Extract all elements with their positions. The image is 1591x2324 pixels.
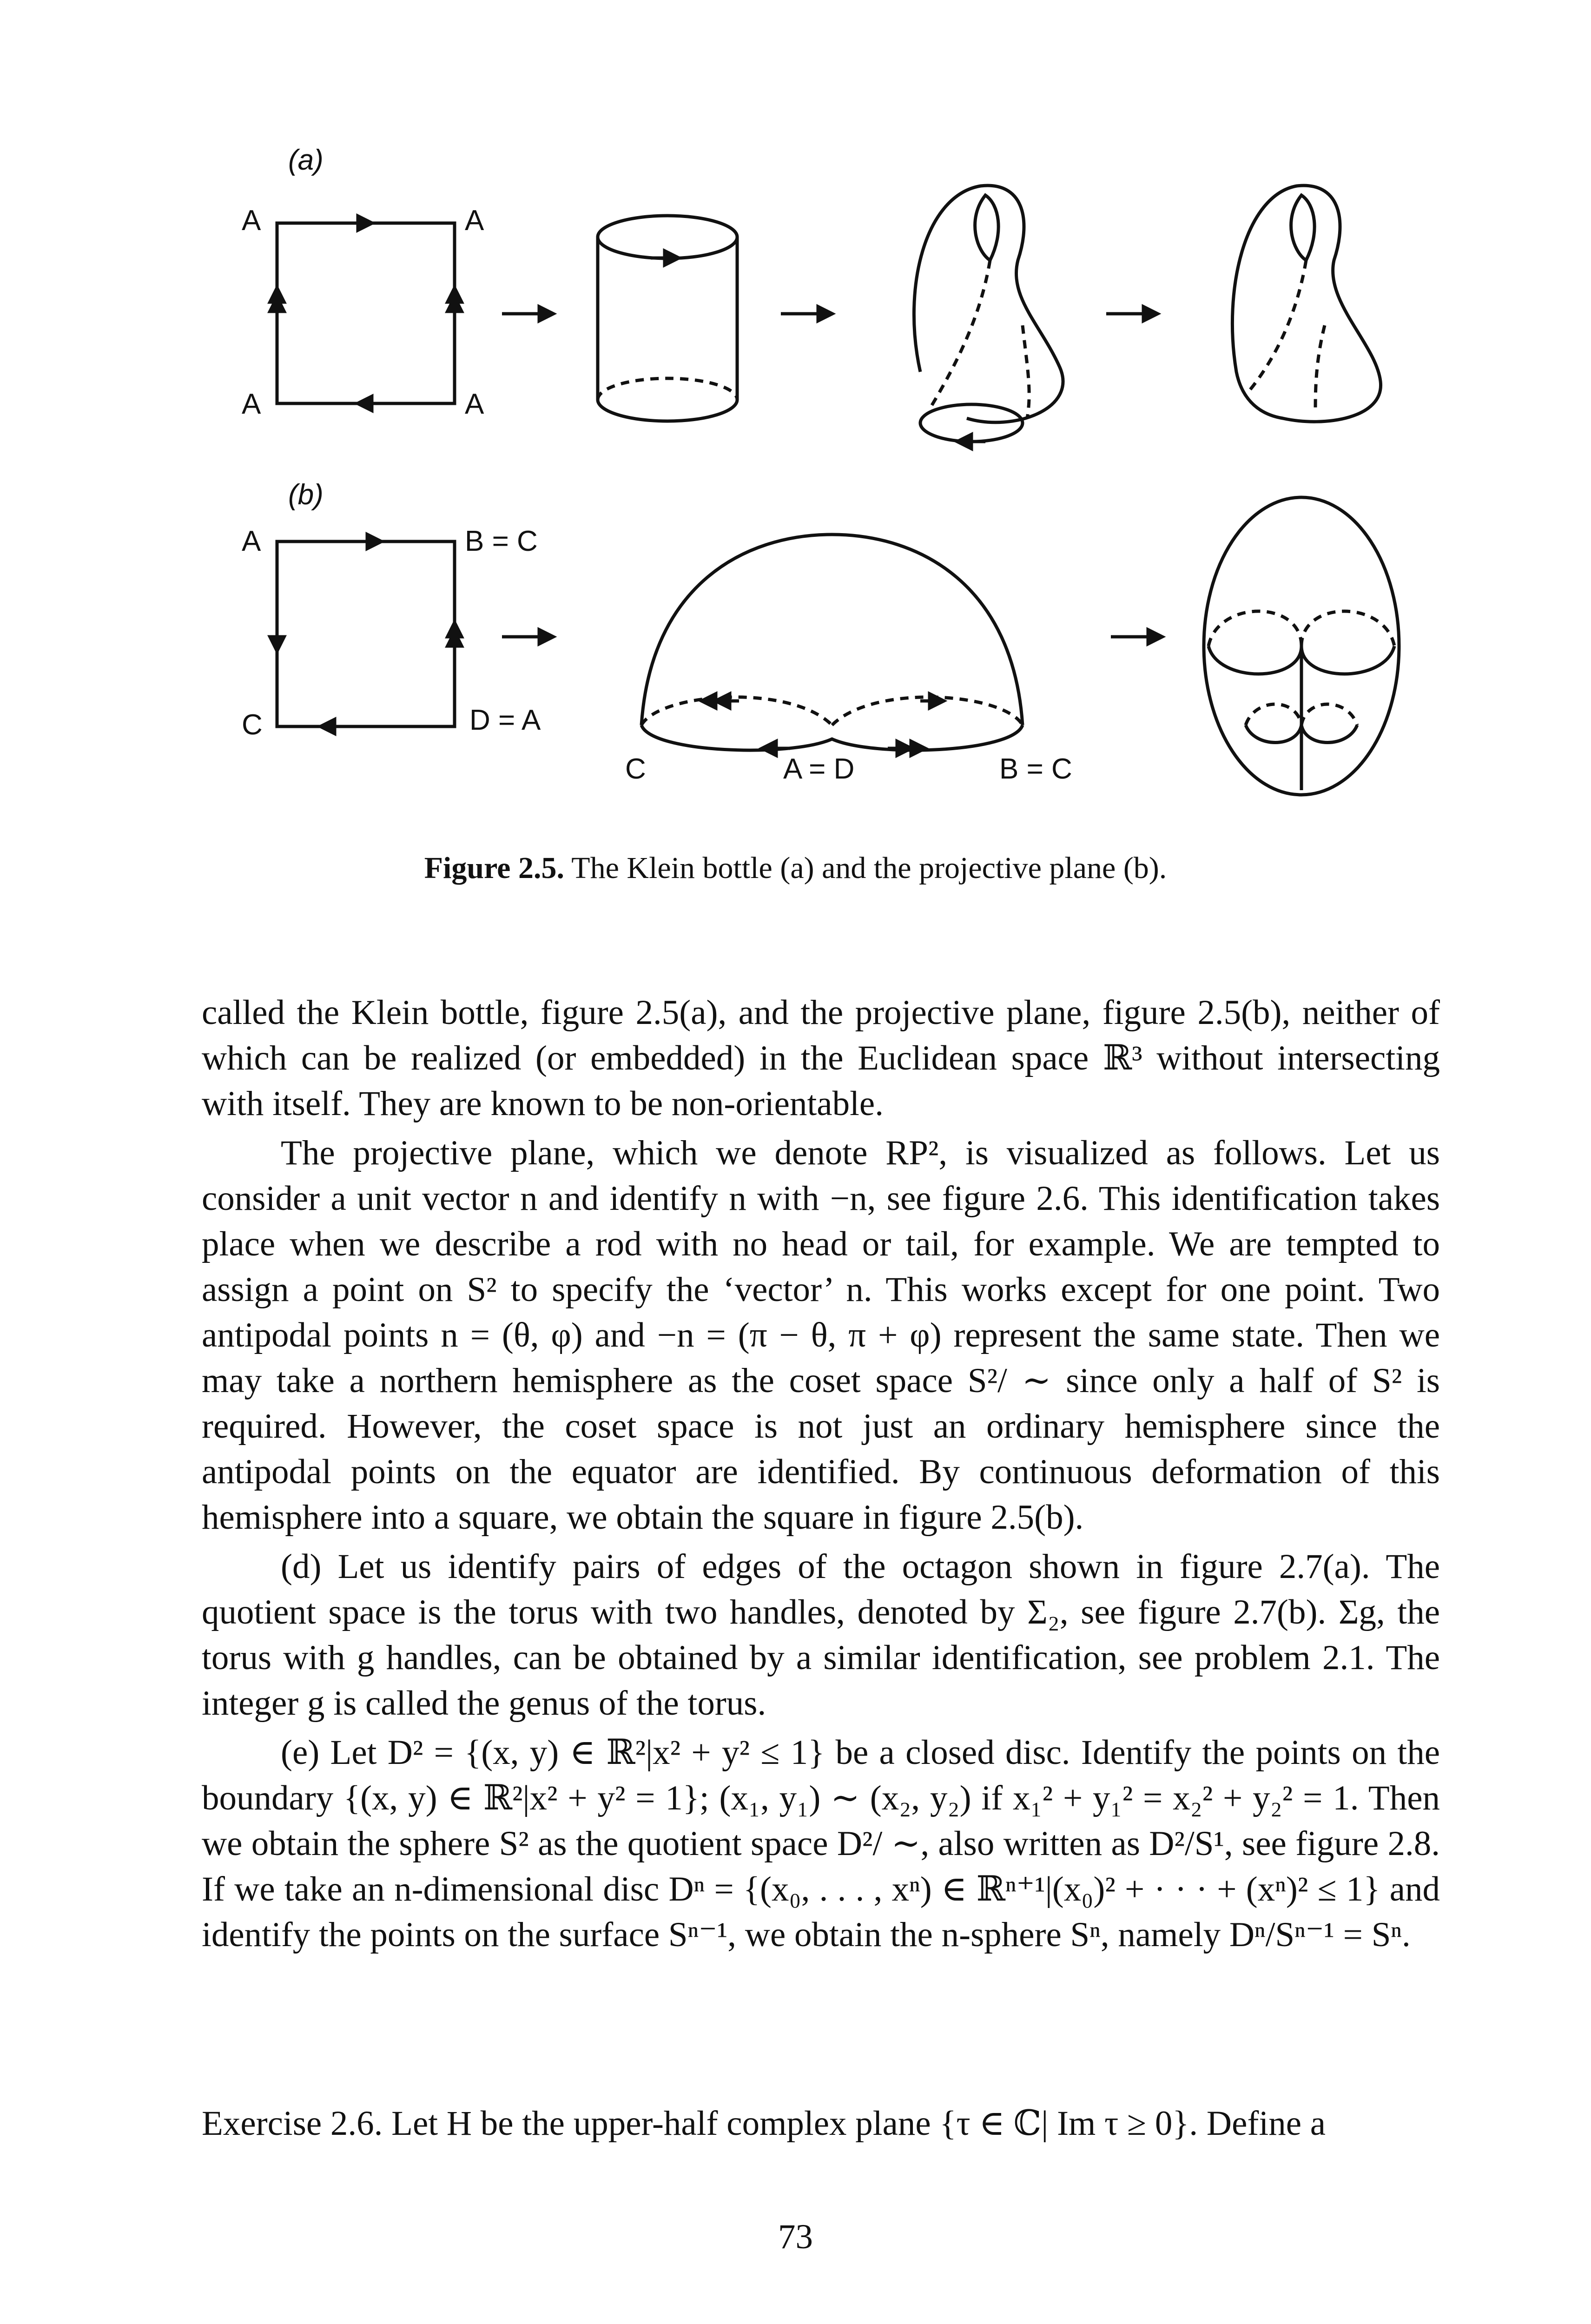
a-label-tl: A <box>242 205 261 237</box>
paragraph-4: (e) Let D² = {(x, y) ∈ ℝ²|x² + y² ≤ 1} be a closed disc. Identify the points on the boundary {(x, y) ∈ ℝ²|x² + y² = 1}; (x₁, y₁) ∼ (x₂, y₂) if x₁² + y₁² = x₂² + y₂² = 1. Then we obtain the sphere S² as the quotient space D²/ ∼, also written as D²/S¹, see figure 2.8. If we take an n-dimensional disc Dⁿ = {(x₀, . . . , xⁿ) ∈ ℝⁿ⁺¹|(x₀)² + · · · + (xⁿ)² ≤ 1} and identify the points on the surface Sⁿ⁻¹, we obtain the n-sphere Sⁿ, namely Dⁿ/Sⁿ⁻¹ = Sⁿ. <box>202 1733 1440 1954</box>
a-label-br: A <box>465 388 484 420</box>
b-label-tr: B = C <box>465 525 538 557</box>
caption-text: The Klein bottle (a) and the projective plane (b). <box>571 851 1167 885</box>
dome-label-right: B = C <box>999 753 1072 785</box>
dome-label-left: C <box>625 753 646 785</box>
klein-square <box>277 223 455 403</box>
paragraph-2: The projective plane, which we denote RP², is visualized as follows. Let us consider a unit vector n and identify n with −n, see figure 2.6. This identification takes place when we describe a rod with no head or tail, for example. We are tempted to assign a point on S² to specify the ‘vector’ n. This works except for one point. Two antipodal points n = (θ, φ) and −n = (π − θ, π + φ) represent the same state. Then we may take a northern hemisphere as the coset space S²/ ∼ since only a half of S² is required. However, the coset space is not just an ordinary hemisphere since the antipodal points on the equator are identified. By continuous deformation of this hemisphere into a square, we obtain the square in figure 2.5(b). <box>202 1134 1440 1537</box>
klein-bottle <box>1232 185 1380 422</box>
page-number: 73 <box>778 2218 813 2256</box>
b-label-br: D = A <box>469 704 541 736</box>
body-text <box>202 990 1440 1958</box>
paragraph-3: (d) Let us identify pairs of edges of the octagon shown in figure 2.7(a). The quotient space is the torus with two handles, denoted by Σ₂, see figure 2.7(b). Σg, the torus with g handles, can be obtained by a similar identification, see problem 2.1. The integer g is called the genus of the torus. <box>202 1547 1440 1723</box>
cylinder <box>598 216 737 421</box>
a-label-bl: A <box>242 388 261 420</box>
b-label-bl: C <box>242 709 263 741</box>
b-label-tl: A <box>242 525 261 557</box>
caption-number: Figure 2.5. <box>424 851 564 885</box>
projective-plane-surface <box>1204 497 1399 795</box>
dome-label-mid: A = D <box>783 753 855 785</box>
part-b-label: (b) <box>288 479 323 511</box>
paragraph-1: called the Klein bottle, figure 2.5(a), and the projective plane, figure 2.5(b), neither of which can be realized (or embedded) in the Euclidean space ℝ³ without intersecting with itself. They are known to be non-orientable. <box>202 993 1440 1123</box>
hemisphere <box>641 535 1023 750</box>
exercise-2-6: Exercise 2.6. Let H be the upper-half complex plane {τ ∈ ℂ| Im τ ≥ 0}. Define a <box>202 2104 1326 2143</box>
projective-square <box>277 541 455 726</box>
figure-2-5 <box>0 0 1591 837</box>
part-a-label: (a) <box>288 144 323 176</box>
figure-caption <box>0 851 1591 886</box>
a-label-tr: A <box>465 205 484 237</box>
klein-bottle-forming <box>914 185 1063 442</box>
